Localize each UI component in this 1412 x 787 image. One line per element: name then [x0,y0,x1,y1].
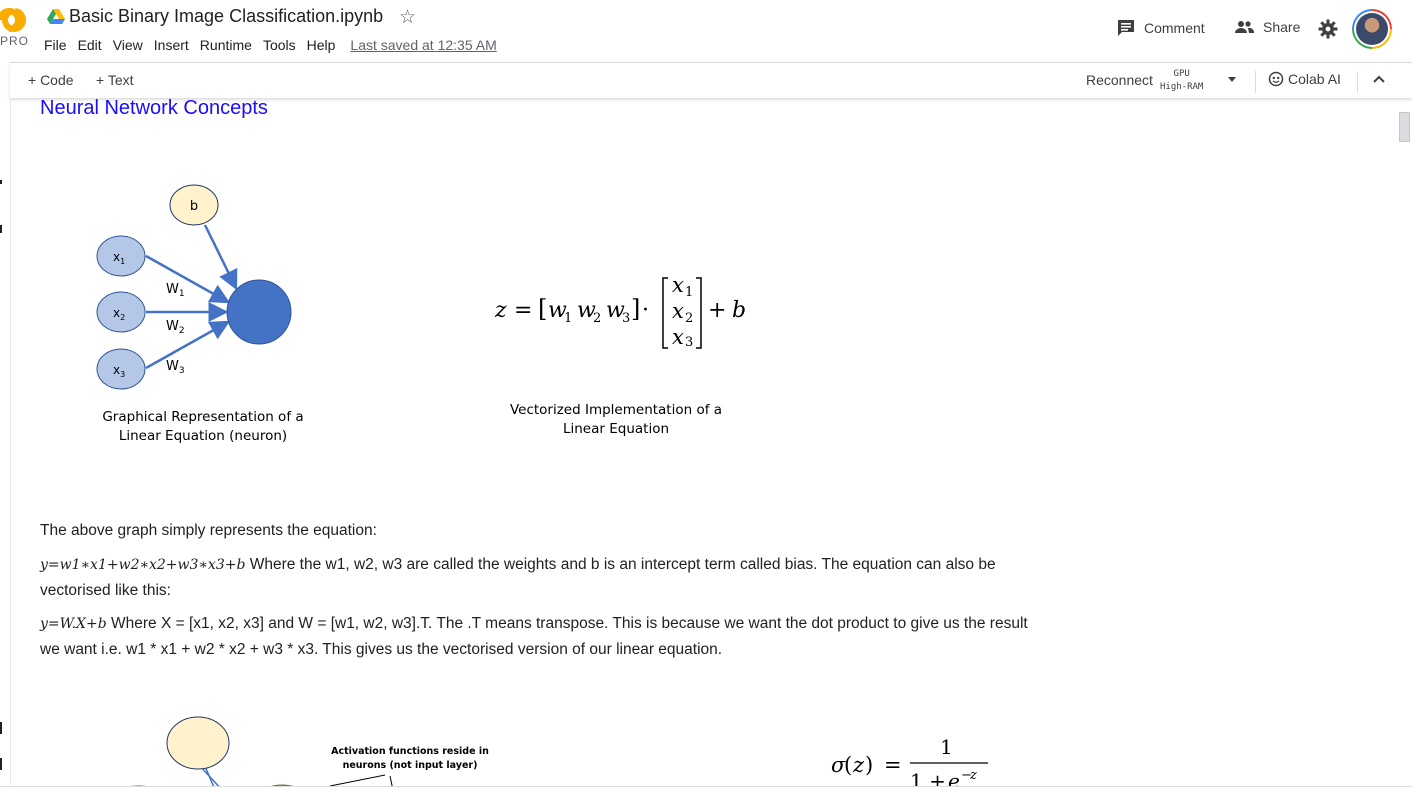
svg-text:2: 2 [593,311,602,326]
settings-gear-icon[interactable] [1318,19,1338,39]
svg-text:1: 1 [564,311,573,326]
markdown-paragraph: y=W.X+b Where X = [x1, x2, x3] and W = [w1, w2, w3].T. The .T means transpose. This is because we want the dot product to give us the result we want i.e. w1 * x1 + w2 * x2 + w3 * x3. This gives us the vectorised version of our linear equation. [40,615,1028,658]
svg-text:w: w [548,298,567,323]
left-rail-mark [0,225,2,233]
toolbar-divider [1255,71,1256,93]
menu-bar [44,37,497,53]
notebook-scrollbar-thumb[interactable] [1399,112,1410,142]
svg-text:1: 1 [940,735,953,759]
menu-tools[interactable]: Tools [262,37,296,53]
neuron-node [227,280,291,344]
weight-label-w3: $W_3$ [166,359,185,376]
svg-text:b: b [732,298,747,323]
reconnect-button[interactable]: Reconnect [1086,72,1153,88]
svg-text:=: = [514,298,533,323]
svg-text:[: [ [538,295,548,323]
svg-text:+: + [708,298,727,323]
menu-edit[interactable]: Edit [77,37,102,53]
left-rail-divider [10,98,11,787]
input-node-x2 [97,292,145,332]
svg-text:−: − [961,768,972,783]
toolbar-divider [1357,71,1358,93]
colab-logo-icon[interactable] [0,2,30,38]
user-avatar[interactable] [1352,9,1392,49]
left-rail-mark [0,722,2,734]
markdown-paragraph: The above graph simply represents the equation: [40,522,377,539]
svg-text:): ) [865,753,874,777]
share-label: Share [1263,19,1301,35]
input-node-x1-label: $x_1$ [113,250,126,266]
vectorized-equation-image [490,272,760,352]
weight-arrow [146,256,228,302]
menu-runtime[interactable]: Runtime [199,37,252,53]
weight-label-w1: $W_1$ [166,282,185,299]
people-icon [1234,20,1254,34]
input-node-x3-label: $x_3$ [113,363,126,379]
input-node-x3 [97,349,145,389]
svg-text:e: e [948,769,960,787]
left-rail-mark [0,180,2,184]
comment-button[interactable] [1117,19,1205,37]
runtime-accelerator: GPU [1173,69,1190,79]
menu-insert[interactable]: Insert [153,37,189,53]
svg-text:(: ( [844,753,853,777]
bias-node [167,717,229,769]
svg-text:z: z [495,298,507,323]
inline-equation: y=W.X+b [40,616,107,632]
google-drive-icon[interactable] [47,9,65,25]
svg-text:3: 3 [622,311,631,326]
svg-text:z: z [853,753,865,777]
svg-text:·: · [642,298,649,323]
add-text-cell-button[interactable]: + Text [96,72,134,88]
svg-text:w: w [606,298,625,323]
bias-arrow [205,225,236,288]
svg-text:1 +: 1 + [910,769,946,787]
weight-arrow [146,322,228,368]
vectorized-equation-caption: Vectorized Implementation of a Linear Equation [509,402,723,437]
activation-diagram [100,712,520,787]
sigmoid-equation-image [826,732,1006,787]
logo-pro-label: PRO [0,34,30,48]
svg-text:x: x [672,273,684,297]
svg-text:σ: σ [831,753,846,777]
comment-label: Comment [1144,20,1205,36]
svg-text:1: 1 [685,285,694,300]
annotation-pointer [330,775,385,786]
connection-line [205,766,215,787]
annotation-line-2: neurons (not input layer) [342,760,478,771]
svg-text:x: x [672,299,684,323]
svg-text:z: z [970,768,977,783]
svg-text:2: 2 [685,311,694,326]
colab-ai-label: Colab AI [1288,71,1341,87]
svg-text:3: 3 [685,335,694,350]
comment-icon [1117,19,1135,37]
runtime-memory: High-RAM [1160,82,1204,92]
markdown-paragraph: y=w1∗x1+w2∗x2+w3∗x3+b Where the w1, w2, w3 are called the weights and b is an intercept term called bias. The equation can also be vectorised like this: [40,556,996,599]
section-heading: Neural Network Concepts [40,97,268,119]
notebook-toolbar [10,62,1412,98]
app-header [0,0,1412,62]
inline-equation: y=w1∗x1+w2∗x2+w3∗x3+b [40,557,246,573]
svg-text:w: w [577,298,596,323]
notebook-title[interactable]: Basic Binary Image Classification.ipynb [69,6,384,26]
input-node-x1 [97,236,145,276]
add-code-cell-button[interactable]: + Code [28,72,74,88]
svg-text:x: x [672,325,684,349]
weight-label-w2: $W_2$ [166,319,185,336]
bias-node-label: b [189,199,199,214]
svg-text:=: = [884,753,902,777]
menu-help[interactable]: Help [306,37,336,53]
left-rail-mark [0,758,2,770]
avatar-photo [1356,13,1388,45]
colab-ai-icon [1268,71,1284,87]
svg-text:]: ] [631,295,641,323]
colab-ai-button[interactable] [1268,71,1341,87]
input-node-x2-label: $x_2$ [113,306,126,322]
collapse-header-chevron-up-icon[interactable] [1372,74,1386,84]
menu-view[interactable]: View [112,37,143,53]
last-saved-link[interactable]: Last saved at 12:35 AM [350,37,497,53]
menu-file[interactable]: File [44,37,67,53]
share-button[interactable] [1234,19,1300,35]
runtime-dropdown-caret-icon[interactable] [1228,77,1236,82]
annotation-line-1: Activation functions reside in [331,746,489,757]
neuron-diagram-caption: Graphical Representation of a Linear Equation (neuron) [102,409,304,444]
star-icon[interactable]: ☆ [399,7,417,28]
runtime-type-indicator[interactable] [1160,68,1203,94]
